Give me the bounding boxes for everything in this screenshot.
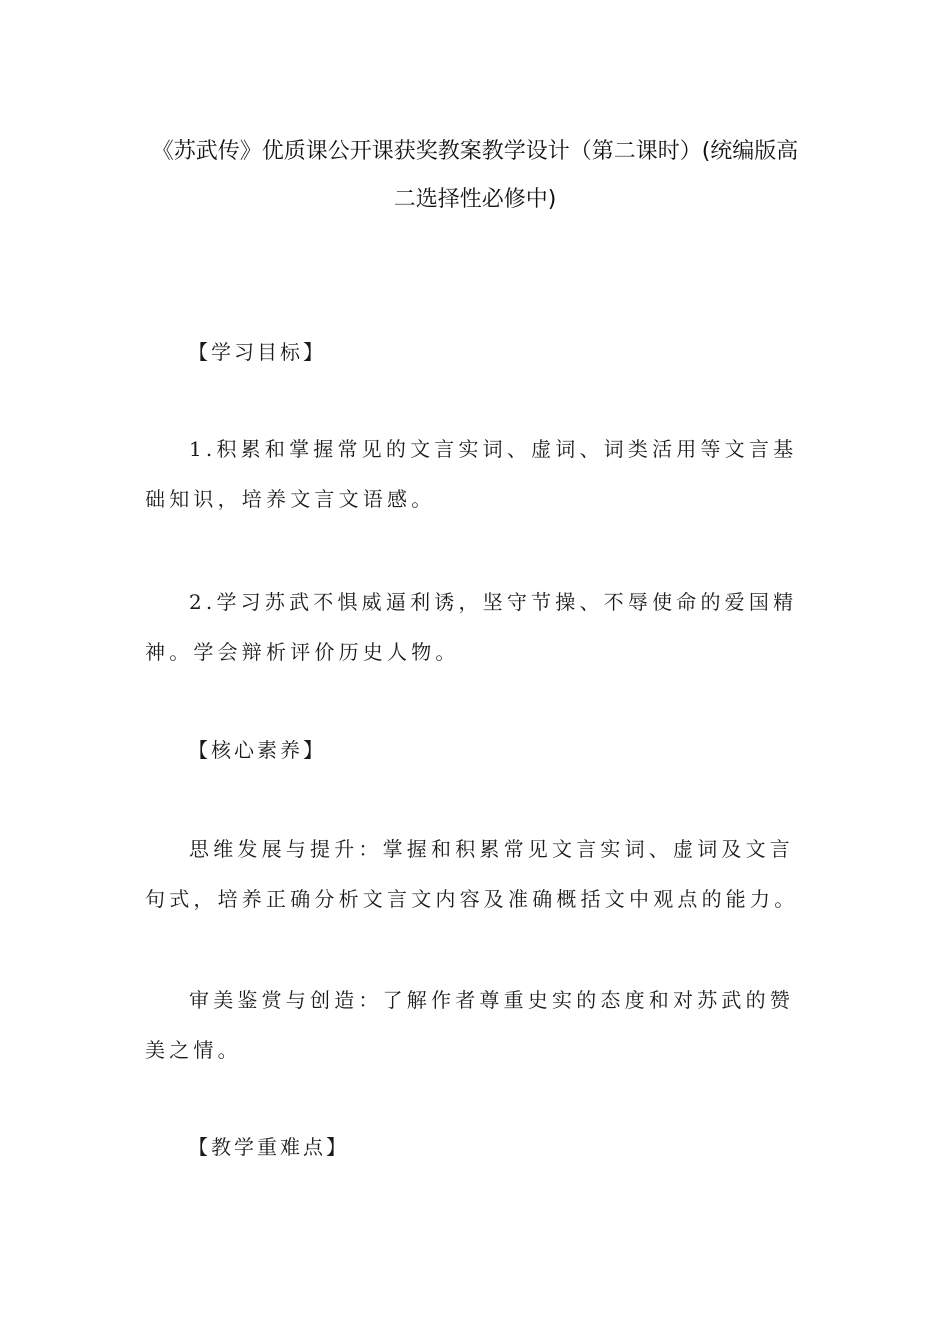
core-literacy-thinking: 思维发展与提升：掌握和积累常见文言实词、虚词及文言句式，培养正确分析文言文内容及准确概括文中观点的能力。 bbox=[145, 837, 799, 911]
document-title bbox=[140, 128, 810, 224]
title-line-1: 《苏武传》优质课公开课获奖教案教学设计（第二课时）(统编版高 bbox=[151, 139, 799, 164]
title-line-2: 二选择性必修中) bbox=[393, 187, 557, 212]
learning-goal-2: 2.学习苏武不惧威逼利诱，坚守节操、不辱使命的爱国精神。学会辩析评价历史人物。 bbox=[145, 590, 798, 664]
core-literacy-aesthetic: 审美鉴赏与创造：了解作者尊重史实的态度和对苏武的赞美之情。 bbox=[145, 988, 794, 1062]
learning-goal-1: 1.积累和掌握常见的文言实词、虚词、词类活用等文言基础知识，培养文言文语感。 bbox=[145, 437, 798, 511]
teaching-difficulty-heading: 【教学重难点】 bbox=[188, 1135, 349, 1159]
core-literacy-heading: 【核心素养】 bbox=[188, 738, 326, 762]
learning-goals-heading: 【学习目标】 bbox=[188, 340, 326, 364]
